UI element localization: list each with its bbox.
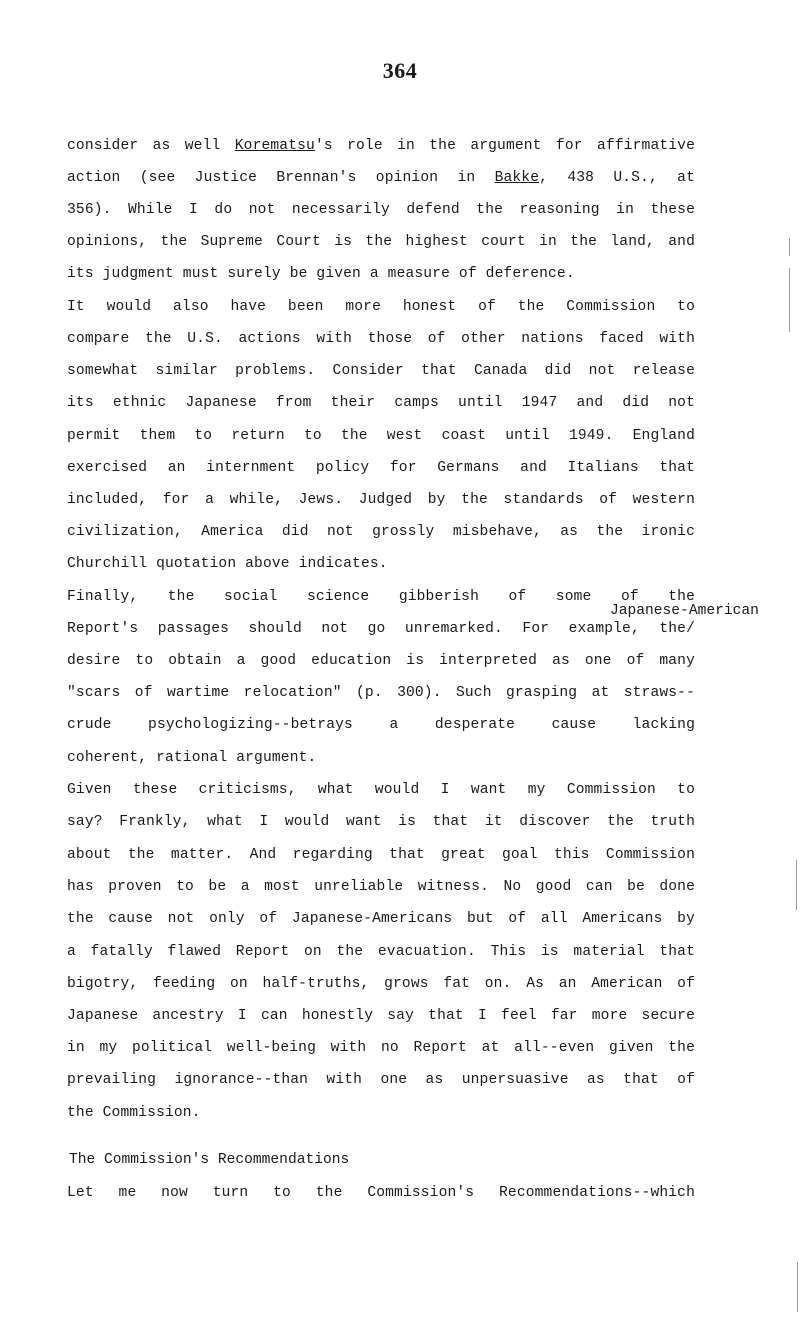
text-line: its judgment must surely be given a measure of deference.	[67, 266, 575, 282]
text-line: "scars of wartime relocation" (p. 300). Such grasping at straws--	[67, 685, 695, 701]
handwritten-insertion: Japanese-American	[610, 603, 759, 619]
text-line: prevailing ignorance--than with one as unpersuasive as that of	[67, 1072, 695, 1088]
text-line: in my political well-being with no Report at all--even given the	[67, 1040, 695, 1056]
scan-mark	[796, 860, 797, 910]
text-line: its ethnic Japanese from their camps until 1947 and did not	[67, 395, 695, 411]
text-line: It would also have been more honest of the Commission to	[67, 299, 695, 315]
text-line: Given these criticisms, what would I want my Commission to	[67, 782, 695, 798]
text-line: action (see Justice Brennan's opinion in Bakke, 438 U.S., at	[67, 170, 695, 186]
page-number: 364	[382, 58, 418, 83]
text-line: Finally, the social science gibberish of some of the	[67, 589, 695, 605]
text-line: Report's passages should not go unremarked. For example, the/	[67, 621, 695, 637]
text-line: the Commission.	[67, 1105, 201, 1121]
text-line: has proven to be a most unreliable witness. No good can be done	[67, 879, 695, 895]
text-line: opinions, the Supreme Court is the highest court in the land, and	[67, 234, 695, 250]
text-line: somewhat similar problems. Consider that Canada did not release	[67, 363, 695, 379]
text-line: crude psychologizing--betrays a desperate cause lacking	[67, 717, 695, 733]
text-line: civilization, America did not grossly misbehave, as the ironic	[67, 524, 695, 540]
text-line: desire to obtain a good education is interpreted as one of many	[67, 653, 695, 669]
text-line: Japanese ancestry I can honestly say that I feel far more secure	[67, 1008, 695, 1024]
scan-mark	[789, 268, 790, 332]
text-line: permit them to return to the west coast until 1949. England	[67, 428, 695, 444]
case-name-korematsu: Korematsu	[234, 138, 315, 154]
text-line: about the matter. And regarding that great goal this Commission	[67, 847, 695, 863]
text-line: compare the U.S. actions with those of other nations faced with	[67, 331, 695, 347]
case-name-bakke: Bakke	[494, 170, 540, 186]
text-line: 356). While I do not necessarily defend the reasoning in these	[67, 202, 695, 218]
text-line: Let me now turn to the Commission's Recommendations--which	[67, 1185, 695, 1201]
text-line: exercised an internment policy for Germans and Italians that	[67, 460, 695, 476]
text-line: say? Frankly, what I would want is that it discover the truth	[67, 814, 695, 830]
text-line: a fatally flawed Report on the evacuation. This is material that	[67, 944, 695, 960]
section-heading: The Commission's Recommendations	[69, 1152, 350, 1168]
text-line: the cause not only of Japanese-Americans but of all Americans by	[67, 911, 695, 927]
text-line: coherent, rational argument.	[67, 750, 317, 766]
scan-mark	[797, 1262, 798, 1312]
scan-mark	[789, 238, 790, 256]
text-line: included, for a while, Jews. Judged by the standards of western	[67, 492, 695, 508]
text-line: bigotry, feeding on half-truths, grows fat on. As an American of	[67, 976, 695, 992]
text-line: Churchill quotation above indicates.	[67, 556, 388, 572]
text-line: consider as well Korematsu's role in the argument for affirmative	[67, 138, 695, 154]
